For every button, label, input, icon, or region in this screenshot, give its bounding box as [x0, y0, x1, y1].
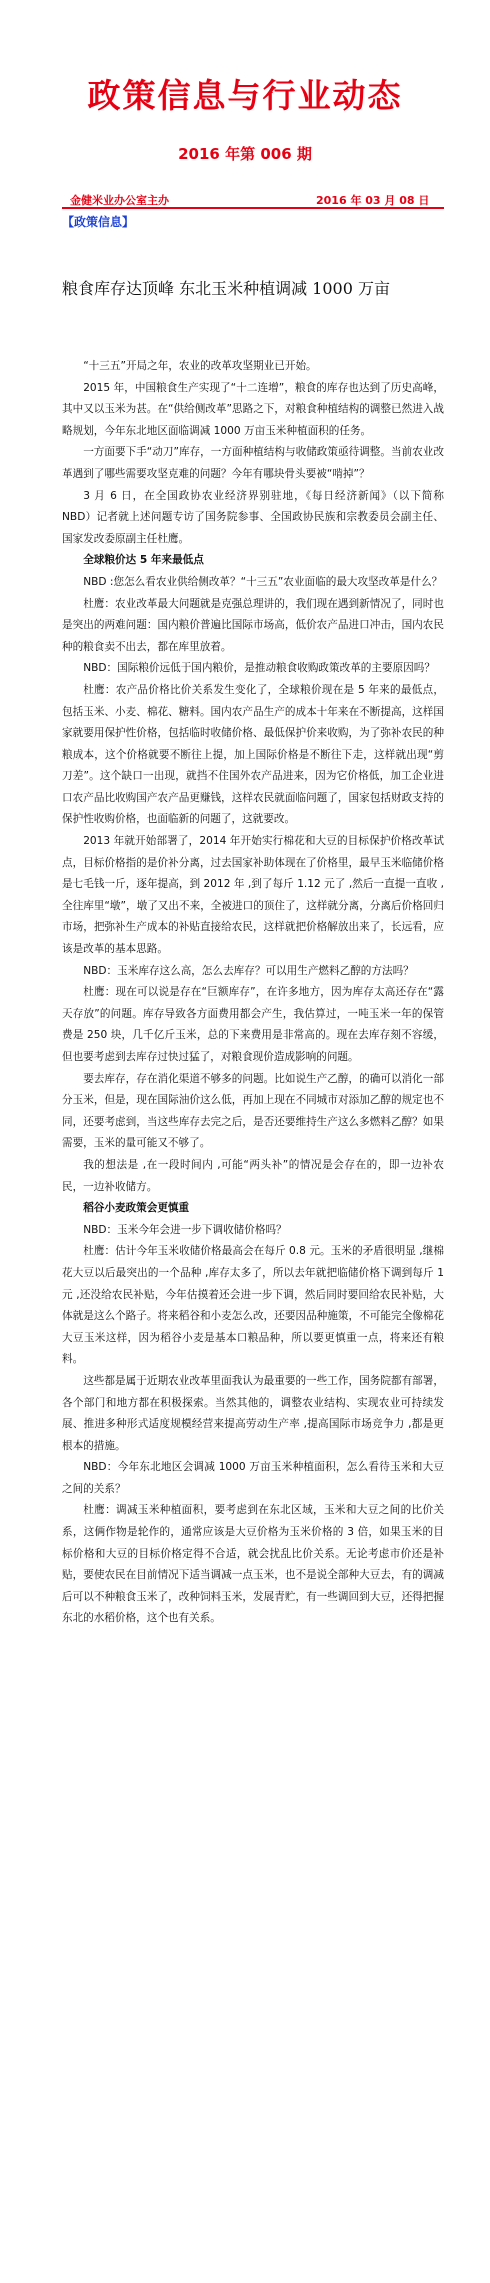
article-body: [62, 356, 444, 1630]
article-paragraph: NBD：国际粮价远低于国内粮价，是推动粮食收购政策改革的主要原因吗？: [83, 662, 435, 675]
article-paragraph: 杜鹰：调减玉米种植面积，要考虑到在东北区域，玉米和大豆之间的比价关系，这俩作物是轮作的，通常应该是大豆价格为玉米价格的 3 倍，如果玉米的目标价格和大豆的目标价格定得不合适，就会扰乱比价关系。无论考虑市价还是补贴，要使农民在目前情况下适当调减一点玉米，也不是说全部种大豆去，有的调减后可以不种粮食玉米了，改种饲料玉米，发展青贮，有一些调回到大豆，还得把握东北的水稻价格，这个也有关系。: [62, 1504, 444, 1625]
section-label: 【政策信息】: [62, 215, 135, 229]
article-paragraph: 杜鹰：现在可以说是存在“巨额库存”，在许多地方，因为库存太高还存在“露天存放”的问题。库存导致各方面费用都会产生，我估算过，一吨玉米一年的保管费是 250 块，几千亿斤玉米，总的下来费用是非常高的。现在去库存刻不容缓，但也要考虑到去库存过快过猛了，对粮食现价造成影响的问题。: [62, 986, 444, 1063]
header-divider: [62, 207, 444, 209]
article-paragraph: 杜鹰：农业改革最大问题就是克强总理讲的，我们现在遇到新情况了，同时也是突出的两难问题：国内粮价普遍比国际市场高，低价农产品进口冲击，国内农民种的粮食卖不出去，都在库里放着。: [62, 597, 444, 653]
article-paragraph: 要去库存，存在消化渠道不够多的问题。比如说生产乙醇，的确可以消化一部分玉米，但是，现在国际油价这么低，再加上现在不同城市对添加乙醇的规定也不同，还要考虑到，当这些库存去完之后，是否还要维持生产这么多燃料乙醇？如果需要，玉米的量可能又不够了。: [62, 1072, 444, 1150]
article-paragraph: 2015 年，中国粮食生产实现了“十二连增”，粮食的库存也达到了历史高峰，其中又以玉米为甚。在“供给侧改革”思路之下，对粮食种植结构的调整已然进入战略规划，今年东北地区面临调减 1000 万亩玉米种植面积的任务。: [62, 381, 444, 437]
article-paragraph: 杜鹰：农产品价格比价关系发生变化了，全球粮价现在是 5 年来的最低点，包括玉米、小麦、棉花、糖料。国内农产品生产的成本十年来在不断提高，这样国家就要用保护性价格，包括临时收储价格、最低保护价来收购，为了弥补农民的种粮成本，这个价格就要不断往上提，加上国际价格是不断往下走，这样就出现“剪刀差”。这个缺口一出现，就挡不住国外农产品进来，因为它价格低，加工企业进口农产品比收购国产农产品更赚钱，这样农民就面临问题了，国家包括财政支持的保护性收购价格，也面临新的问题了，这就要改。: [62, 683, 444, 826]
article-paragraph: 我的想法是 ,在一段时间内 ,可能“两头补”的情况是会存在的，即一边补农民，一边补收储方。: [62, 1158, 444, 1193]
article-paragraph: 一方面要下手“动刀”库存，一方面种植结构与收储政策亟待调整。当前农业改革遇到了哪些需要攻坚克难的问题？今年有哪块骨头要被“啃掉”？: [62, 446, 444, 480]
article-paragraph: “十三五”开局之年，农业的改革攻坚期业已开始。: [83, 360, 317, 372]
article-paragraph: NBD :您怎么看农业供给侧改革？“十三五”农业面临的最大攻坚改革是什么？: [83, 575, 443, 588]
article-paragraph: NBD：玉米今年会进一步下调收储价格吗？: [83, 1223, 287, 1236]
article-paragraph: NBD：今年东北地区会调减 1000 万亩玉米种植面积，怎么看待玉米和大豆之间的关系？: [62, 1461, 444, 1495]
publication-date: 2016 年 03 月 08 日: [316, 194, 430, 207]
article-paragraph: 这些都是属于近期农业改革里面我认为最重要的一些工作，国务院都有部署，各个部门和地方都在积极探索。当然其他的，调整农业结构、实现农业可持续发展、推进多种形式适度规模经营来提高劳动生产率 ,提高国际市场竞争力 ,都是更根本的措施。: [62, 1374, 444, 1452]
publisher-line: 金健米业办公室主办: [70, 194, 169, 207]
issue-number: 2016 年第 006 期: [178, 145, 312, 163]
article-paragraph: 杜鹰：估计今年玉米收储价格最高会在每斤 0.8 元。玉米的矛盾很明显 ,继棉花大豆以后最突出的一个品种 ,库存太多了，所以去年就把临储价格下调到每斤 1 元 ,还没给农民补贴，今年估摸着还会进一步下调，然后同时要回给农民补贴，大体就是这么个路子。将来稻谷和小麦怎么改，还要因品种施策，不可能完全像棉花大豆玉米这样，因为稻谷小麦是基本口粮品种，所以要更慎重一点，将来还有粮料。: [62, 1245, 444, 1366]
article-subheading: 全球粮价达 5 年来最低点: [83, 554, 204, 567]
masthead-title: 政策信息与行业动态: [87, 76, 403, 115]
article-paragraph: 2013 年就开始部署了，2014 年开始实行棉花和大豆的目标保护价格改革试点，目标价格指的是价补分离，过去国家补助体现在了价格里，最早玉米临储价格是七毛钱一斤，逐年提高，到 2012 年 ,到了每斤 1.12 元了 ,然后一直提一直收 ,全往库里“墩”，墩了又出不来，全被进口的顶住了，这样就分离，分离后价格回归市场，把弥补生产成本的补贴直接给农民，这样就把价格解放出来了，长远看，应该是改革的基本思路。: [62, 835, 444, 956]
article-title: 粮食库存达顶峰 东北玉米种植调减 1000 万亩: [62, 279, 390, 298]
article-paragraph: 3 月 6 日，在全国政协农业经济界别驻地，《每日经济新闻》（以下简称 NBD）记者就上述问题专访了国务院参事、全国政协民族和宗教委员会副主任、国家发改委原副主任杜鹰。: [62, 489, 444, 545]
article-paragraph: NBD：玉米库存这么高，怎么去库存？可以用生产燃料乙醇的方法吗？: [83, 964, 414, 977]
article-subheading: 稻谷小麦政策会更慎重: [83, 1202, 190, 1215]
